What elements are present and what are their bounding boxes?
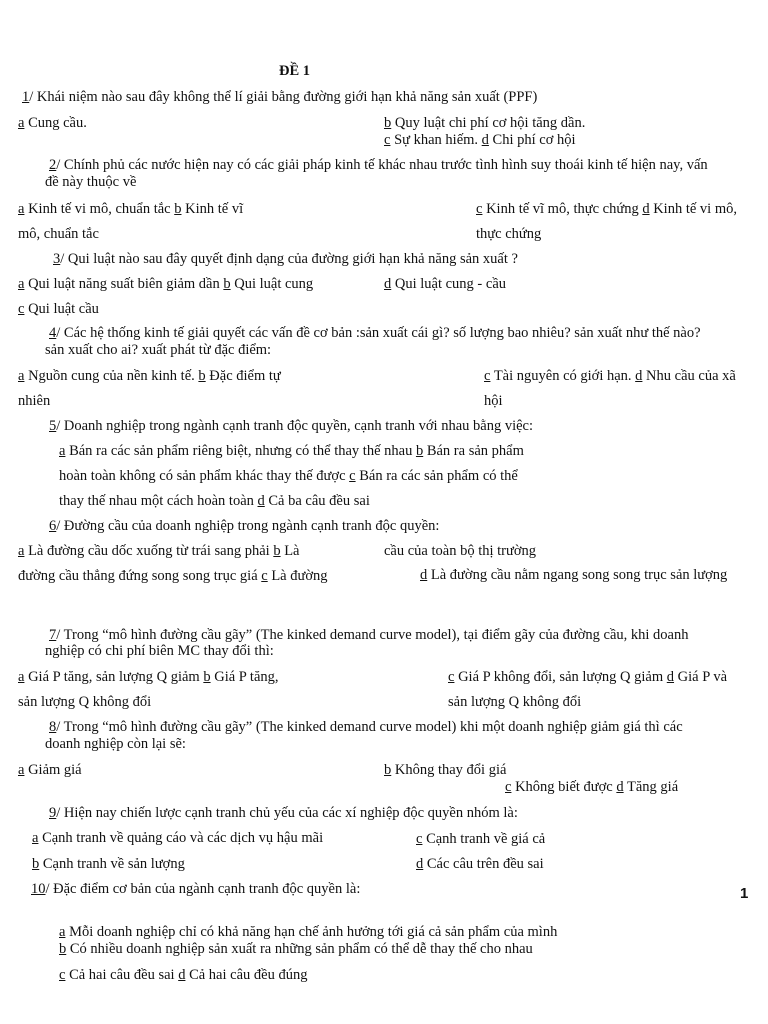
question-8: 8/ Trong “mô hình đường cầu gãy” (The kinked demand curve model) khi một doanh nghiệp giảm giá thì các xyxy=(49,719,683,735)
question-2-cont: đề này thuộc về xyxy=(45,174,137,190)
q2-option-cd: c Kinh tế vĩ mô, thực chứng d Kinh tế vi mô, xyxy=(476,201,737,217)
q3-option-c: c Qui luật cầu xyxy=(18,301,99,317)
page-number: 1 xyxy=(740,885,749,902)
question-4-cont: sản xuất cho ai? xuất phát từ đặc điểm: xyxy=(45,342,272,358)
q8-option-b: b Không thay đổi giá xyxy=(384,762,507,778)
q9-option-c: c Cạnh tranh về giá cả xyxy=(416,831,546,847)
question-1: 1/ Khái niệm nào sau đây không thể lí giải bằng đường giới hạn khả năng sản xuất (PPF) xyxy=(22,89,538,105)
q9-option-b: b Cạnh tranh về sản lượng xyxy=(32,856,185,872)
question-7-cont: nghiệp có chi phí biên MC thay đổi thì: xyxy=(45,643,274,659)
q9-option-a: a Cạnh tranh về quảng cáo và các dịch vụ hậu mãi xyxy=(32,830,324,846)
q7-option-cd: c Giá P không đổi, sản lượng Q giảm d Giá P và xyxy=(448,669,728,685)
q6-option-bc: đường cầu thẳng đứng song song trục giá c Là đường xyxy=(18,568,328,584)
q10-option-a: a Mỗi doanh nghiệp chỉ có khả năng hạn chế ảnh hưởng tới giá cả sản phẩm của mình xyxy=(59,924,558,940)
q6-option-d: d Là đường cầu nằm ngang song song trục sản lượng xyxy=(420,567,728,583)
q4-option-b-cont: nhiên xyxy=(18,393,51,409)
q2-option-b-cont: mô, chuẩn tắc xyxy=(18,226,99,242)
q7-option-b-cont: sản lượng Q không đổi xyxy=(18,694,152,710)
q2-option-ab: a Kinh tế vi mô, chuẩn tắc b Kinh tế vĩ xyxy=(18,201,244,217)
q5-option-bc: hoàn toàn không có sản phẩm khác thay thế được c Bán ra các sản phẩm có thể xyxy=(59,468,518,484)
q5-option-ab: a Bán ra các sản phẩm riêng biệt, nhưng có thể thay thế nhau b Bán ra sản phẩm xyxy=(59,443,524,459)
q6-option-ab: a Là đường cầu dốc xuống từ trái sang phải b Là xyxy=(18,543,300,559)
q9-option-d: d Các câu trên đều sai xyxy=(416,856,544,872)
q4-option-d-cont: hội xyxy=(484,393,503,409)
question-5: 5/ Doanh nghiệp trong ngành cạnh tranh độc quyền, cạnh tranh với nhau bằng việc: xyxy=(49,418,534,434)
question-10: 10/ Đặc điểm cơ bản của ngành cạnh tranh độc quyền là: xyxy=(31,881,361,897)
q7-option-d-cont: sản lượng Q không đổi xyxy=(448,694,582,710)
q4-option-ab: a Nguồn cung của nền kinh tế. b Đặc điểm tự xyxy=(18,368,281,384)
q8-option-cd: c Không biết được d Tăng giá xyxy=(505,779,679,795)
question-4: 4/ Các hệ thống kinh tế giải quyết các vấn đề cơ bản :sản xuất cái gì? số lượng bao nhiêu? sản xuất như thế nào? xyxy=(49,325,701,341)
q1-option-b: b Quy luật chi phí cơ hội tăng dần. xyxy=(384,115,586,131)
q8-option-a: a Giảm giá xyxy=(18,762,82,778)
q1-option-a: a Cung cầu. xyxy=(18,115,87,131)
q3-option-ab: a Qui luật năng suất biên giảm dần b Qui luật cung xyxy=(18,276,314,292)
q7-option-ab: a Giá P tăng, sản lượng Q giảm b Giá P tăng, xyxy=(18,669,279,685)
page-title: ĐỀ 1 xyxy=(279,63,311,79)
question-2: 2/ Chính phủ các nước hiện nay có các giải pháp kinh tế khác nhau trước tình hình suy thoái kinh tế hiện nay, vấn xyxy=(49,157,708,173)
q1-option-cd: c Sự khan hiếm. d Chi phí cơ hội xyxy=(384,132,576,148)
q6-option-b-cont: cầu của toàn bộ thị trường xyxy=(384,543,537,559)
q4-option-cd: c Tài nguyên có giới hạn. d Nhu cầu của xã xyxy=(484,368,736,384)
q5-option-cd: thay thế nhau một cách hoàn toàn d Cả ba câu đều sai xyxy=(59,493,370,509)
question-8-cont: doanh nghiệp còn lại sẽ: xyxy=(45,736,186,752)
question-6: 6/ Đường cầu của doanh nghiệp trong ngành cạnh tranh độc quyền: xyxy=(49,518,440,534)
question-9: 9/ Hiện nay chiến lược cạnh tranh chủ yếu của các xí nghiệp độc quyền nhóm là: xyxy=(49,805,518,821)
q10-option-b: b Có nhiều doanh nghiệp sản xuất ra những sản phẩm có thể dễ thay thế cho nhau xyxy=(59,941,533,957)
question-3: 3/ Qui luật nào sau đây quyết định dạng của đường giới hạn khả năng sản xuất ? xyxy=(53,251,518,267)
q3-option-d: d Qui luật cung - cầu xyxy=(384,276,507,292)
question-7: 7/ Trong “mô hình đường cầu gãy” (The kinked demand curve model), tại điểm gãy của đường cầu, khi doanh xyxy=(49,627,689,643)
q2-option-d-cont: thực chứng xyxy=(476,226,542,242)
q10-option-cd: c Cả hai câu đều sai d Cả hai câu đều đúng xyxy=(59,967,308,983)
